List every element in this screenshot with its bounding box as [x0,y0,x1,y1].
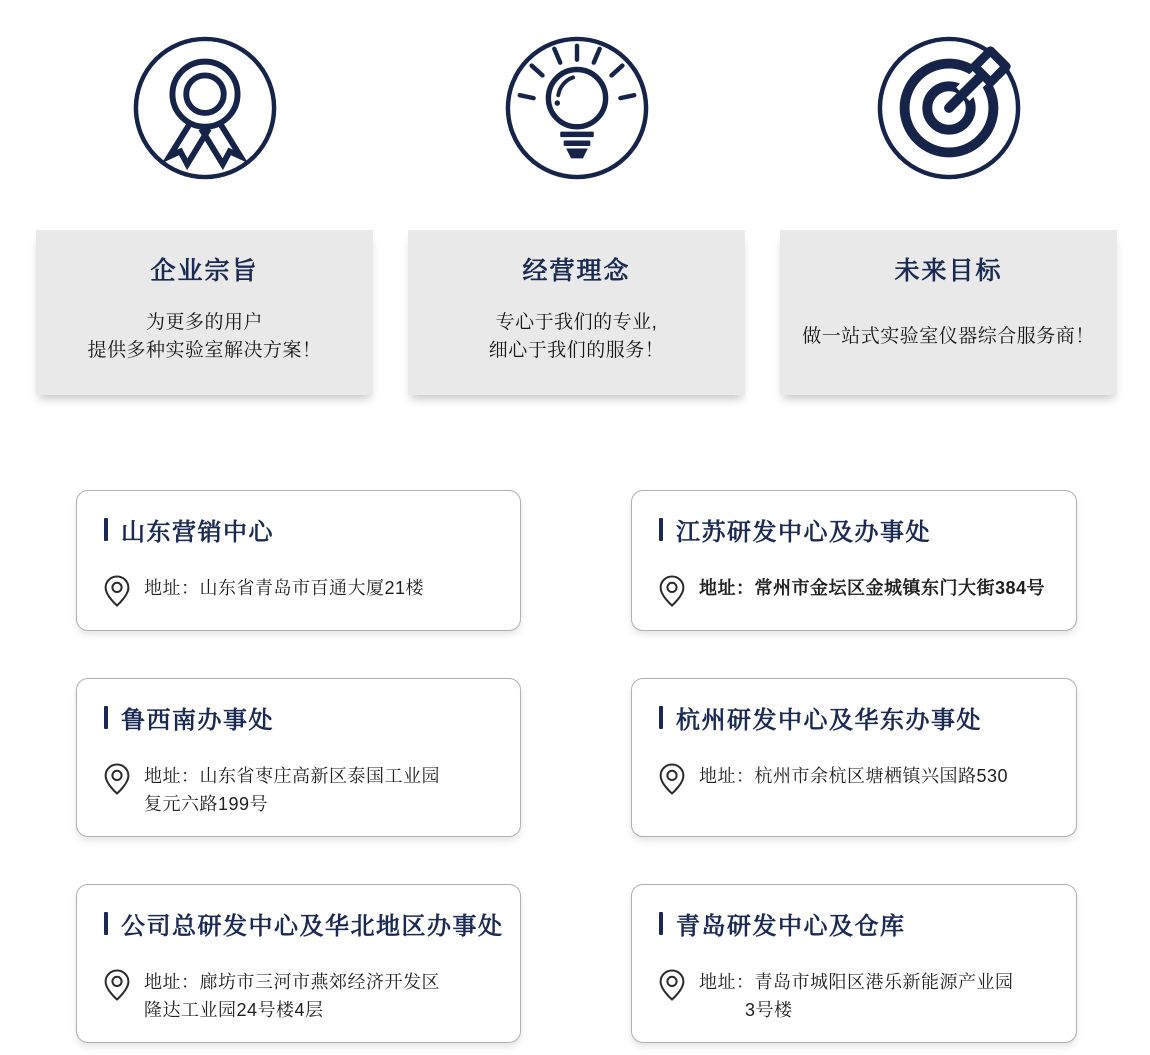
feature-title: 经营理念 [522,257,631,285]
title-accent-bar [104,518,108,541]
location-pin-icon [104,575,130,607]
location-address-row [659,968,1052,1024]
feature-line: 提供多种实验室解决方案！ [87,340,322,361]
location-pin-icon [104,763,130,795]
address-line: 复元六路199号 [144,794,269,814]
feature-line: 为更多的用户 [145,312,263,333]
feature-card-goal [780,230,1117,395]
location-card-shandong-marketing [76,490,521,631]
location-address [144,968,440,1024]
feature-icon-wrap [131,33,279,183]
medal-icon [131,34,279,182]
location-address [144,762,440,818]
location-card-hangzhou-rnd [631,678,1077,837]
location-address-row [104,968,496,1024]
location-title: 公司总研发中心及华北地区办事处 [121,913,504,940]
address-line: 3号楼 [745,1000,793,1020]
feature-description [408,293,745,381]
lightbulb-icon [503,34,651,182]
title-accent-bar [104,706,108,729]
location-pin-icon [659,969,685,1001]
title-accent-bar [659,912,663,935]
location-pin-icon [659,763,685,795]
location-card-luxinan [76,678,521,837]
location-pin-icon [659,575,685,607]
address-line: 地址：常州市金坛区金城镇东门大街384号 [699,578,1046,598]
location-address-row [659,762,1052,795]
feature-description [36,293,373,381]
address-line: 地址：山东省枣庄高新区泰国工业园 [144,766,440,786]
feature-title: 未来目标 [894,257,1003,285]
location-title: 山东营销中心 [121,519,274,546]
location-title-row [104,906,504,941]
location-title: 鲁西南办事处 [121,707,274,734]
location-title: 江苏研发中心及办事处 [676,519,931,546]
location-pin-icon [104,969,130,1001]
location-title: 杭州研发中心及华东办事处 [676,707,982,734]
title-accent-bar [659,518,663,541]
location-title-row [659,906,1052,941]
feature-line: 专心于我们的专业, [495,312,658,333]
location-address [699,574,1045,602]
feature-icon-wrap [503,33,651,183]
location-address-row [659,574,1052,607]
location-address [699,968,1014,1024]
feature-line: 做一站式实验室仪器综合服务商！ [802,326,1095,347]
feature-card-philosophy [408,230,745,395]
locations-section [0,490,1150,1043]
location-title-row [104,700,496,735]
title-accent-bar [659,706,663,729]
feature-description [780,293,1117,381]
address-line: 地址：青岛市城阳区港乐新能源产业园 [699,972,1014,992]
feature-title: 企业宗旨 [150,257,259,285]
location-title-row [659,512,1052,547]
address-line: 地址：杭州市余杭区塘栖镇兴国路530 [699,766,1009,786]
feature-line: 细心于我们的服务！ [488,340,665,361]
location-card-qingdao-rnd-warehouse [631,884,1077,1043]
company-values-section [0,0,1150,395]
address-line: 地址：廊坊市三河市燕郊经济开发区 [144,972,440,992]
feature-icon-wrap [875,33,1023,183]
location-address-row [104,574,496,607]
target-icon [875,34,1023,182]
feature-purpose [36,33,373,395]
feature-card-purpose [36,230,373,395]
title-accent-bar [104,912,108,935]
address-line: 地址：山东省青岛市百通大厦21楼 [144,578,425,598]
address-line: 隆达工业园24号楼4层 [144,1000,324,1020]
location-title-row [659,700,1052,735]
location-address-row [104,762,496,818]
location-address [699,762,1008,790]
location-title-row [104,512,496,547]
location-address [144,574,424,602]
location-card-headquarters-rnd [76,884,521,1043]
feature-philosophy [408,33,745,395]
feature-goal [780,33,1117,395]
location-title: 青岛研发中心及仓库 [676,913,906,940]
location-card-jiangsu-rnd [631,490,1077,631]
